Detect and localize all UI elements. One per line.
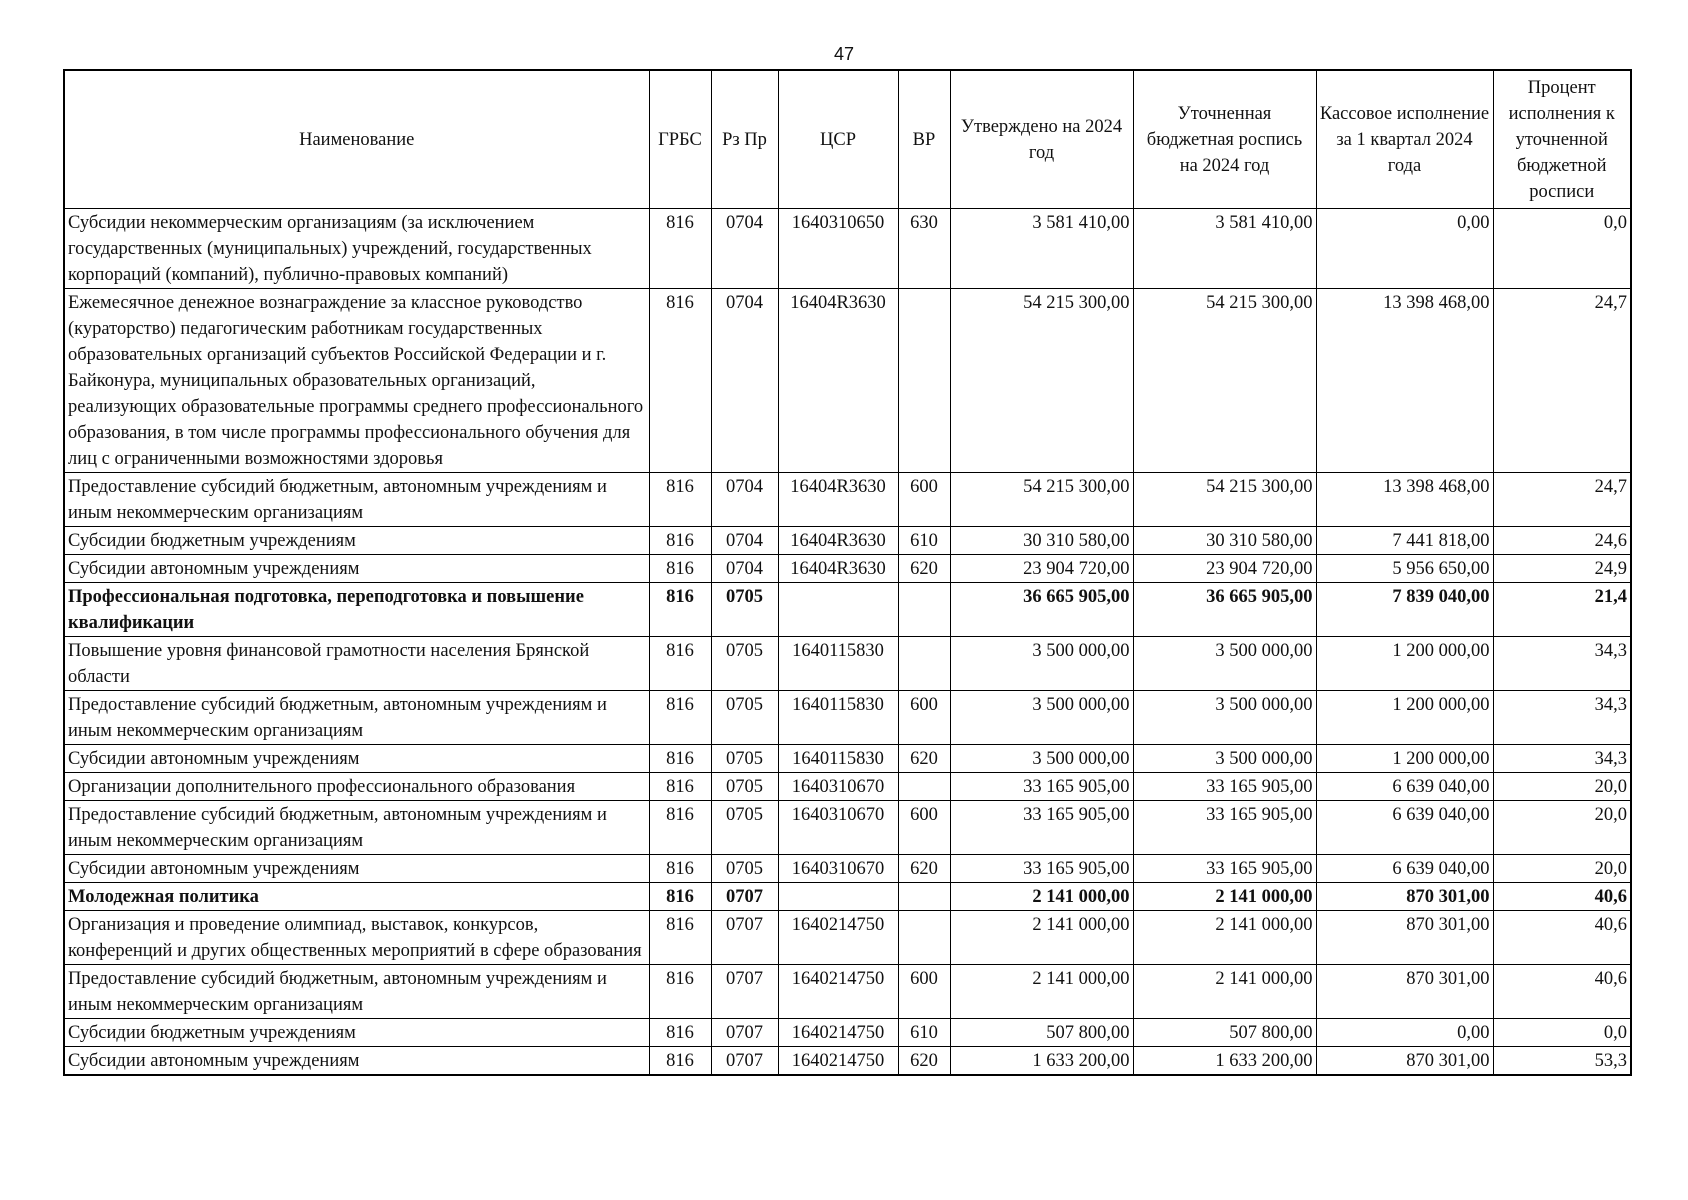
table-row — [64, 965, 1631, 1019]
cell-rzpr: 0705 — [711, 637, 778, 691]
cell-vr — [898, 583, 950, 637]
cell-csr — [778, 883, 898, 911]
cell-csr: 1640214750 — [778, 1019, 898, 1047]
cell-rzpr: 0704 — [711, 473, 778, 527]
cell-cash: 870 301,00 — [1316, 883, 1493, 911]
cell-vr — [898, 289, 950, 473]
table-body — [64, 209, 1631, 1076]
cell-percent: 34,3 — [1493, 745, 1631, 773]
cell-name: Молодежная политика — [64, 883, 649, 911]
table-row — [64, 209, 1631, 289]
cell-approved: 2 141 000,00 — [950, 883, 1133, 911]
table-row — [64, 527, 1631, 555]
cell-rzpr: 0705 — [711, 773, 778, 801]
cell-name: Субсидии бюджетным учреждениям — [64, 527, 649, 555]
cell-name: Субсидии автономным учреждениям — [64, 855, 649, 883]
cell-csr: 1640214750 — [778, 911, 898, 965]
cell-csr: 1640115830 — [778, 691, 898, 745]
cell-refined: 36 665 905,00 — [1133, 583, 1316, 637]
cell-rzpr: 0705 — [711, 583, 778, 637]
cell-name: Субсидии автономным учреждениям — [64, 1047, 649, 1076]
cell-refined: 54 215 300,00 — [1133, 289, 1316, 473]
cell-name: Повышение уровня финансовой грамотности населения Брянской области — [64, 637, 649, 691]
cell-csr: 1640310670 — [778, 773, 898, 801]
cell-name: Субсидии автономным учреждениям — [64, 555, 649, 583]
cell-vr: 600 — [898, 965, 950, 1019]
cell-percent: 24,7 — [1493, 473, 1631, 527]
cell-vr: 620 — [898, 745, 950, 773]
cell-refined: 33 165 905,00 — [1133, 855, 1316, 883]
cell-percent: 53,3 — [1493, 1047, 1631, 1076]
cell-refined: 507 800,00 — [1133, 1019, 1316, 1047]
cell-cash: 6 639 040,00 — [1316, 773, 1493, 801]
table-row — [64, 855, 1631, 883]
cell-csr: 1640214750 — [778, 1047, 898, 1076]
table-row — [64, 1047, 1631, 1076]
cell-refined: 2 141 000,00 — [1133, 883, 1316, 911]
page-number: 47 — [833, 44, 855, 64]
cell-approved: 3 500 000,00 — [950, 745, 1133, 773]
cell-vr: 610 — [898, 1019, 950, 1047]
cell-approved: 54 215 300,00 — [950, 289, 1133, 473]
table-row — [64, 801, 1631, 855]
cell-percent: 40,6 — [1493, 965, 1631, 1019]
cell-refined: 1 633 200,00 — [1133, 1047, 1316, 1076]
cell-rzpr: 0707 — [711, 965, 778, 1019]
cell-refined: 2 141 000,00 — [1133, 965, 1316, 1019]
cell-cash: 0,00 — [1316, 209, 1493, 289]
cell-vr: 600 — [898, 691, 950, 745]
cell-grbs: 816 — [649, 583, 711, 637]
cell-csr: 1640115830 — [778, 637, 898, 691]
header-vr: ВР — [898, 70, 950, 209]
cell-csr: 1640310670 — [778, 801, 898, 855]
cell-cash: 6 639 040,00 — [1316, 855, 1493, 883]
cell-rzpr: 0707 — [711, 883, 778, 911]
cell-grbs: 816 — [649, 855, 711, 883]
cell-grbs: 816 — [649, 801, 711, 855]
cell-vr — [898, 773, 950, 801]
cell-csr: 16404R3630 — [778, 555, 898, 583]
table-row — [64, 691, 1631, 745]
cell-refined: 2 141 000,00 — [1133, 911, 1316, 965]
table-row — [64, 289, 1631, 473]
cell-vr: 630 — [898, 209, 950, 289]
cell-grbs: 816 — [649, 883, 711, 911]
cell-approved: 54 215 300,00 — [950, 473, 1133, 527]
cell-percent: 24,7 — [1493, 289, 1631, 473]
cell-name: Предоставление субсидий бюджетным, автономным учреждениям и иным некоммерческим организациям — [64, 691, 649, 745]
cell-refined: 30 310 580,00 — [1133, 527, 1316, 555]
cell-grbs: 816 — [649, 209, 711, 289]
cell-refined: 3 581 410,00 — [1133, 209, 1316, 289]
cell-grbs: 816 — [649, 911, 711, 965]
cell-rzpr: 0704 — [711, 209, 778, 289]
cell-approved: 507 800,00 — [950, 1019, 1133, 1047]
cell-rzpr: 0705 — [711, 855, 778, 883]
header-name: Наименование — [64, 70, 649, 209]
cell-refined: 23 904 720,00 — [1133, 555, 1316, 583]
cell-vr: 620 — [898, 555, 950, 583]
cell-approved: 3 500 000,00 — [950, 691, 1133, 745]
header-cash: Кассовое исполнение за 1 квартал 2024 года — [1316, 70, 1493, 209]
cell-vr: 600 — [898, 473, 950, 527]
cell-percent: 0,0 — [1493, 209, 1631, 289]
cell-name: Ежемесячное денежное вознаграждение за классное руководство (кураторство) педагогическим работникам государственных образовательных организаций субъектов Российской Федерации и г. Байконура, муниципальных образовательных организаций, реализующих образовательные программы среднего профессионального образования, в том числе программы профессионального обучения для лиц с ограниченными возможностями здоровья — [64, 289, 649, 473]
cell-refined: 3 500 000,00 — [1133, 637, 1316, 691]
cell-percent: 20,0 — [1493, 855, 1631, 883]
cell-name: Субсидии некоммерческим организациям (за исключением государственных (муниципальных) учреждений, государственных корпораций (компаний), публично-правовых компаний) — [64, 209, 649, 289]
cell-name: Субсидии бюджетным учреждениям — [64, 1019, 649, 1047]
cell-cash: 7 441 818,00 — [1316, 527, 1493, 555]
cell-approved: 2 141 000,00 — [950, 911, 1133, 965]
cell-percent: 20,0 — [1493, 773, 1631, 801]
cell-csr: 1640115830 — [778, 745, 898, 773]
cell-csr: 1640310650 — [778, 209, 898, 289]
table-row — [64, 583, 1631, 637]
table-row — [64, 773, 1631, 801]
cell-name: Предоставление субсидий бюджетным, автономным учреждениям и иным некоммерческим организациям — [64, 965, 649, 1019]
cell-name: Предоставление субсидий бюджетным, автономным учреждениям и иным некоммерческим организациям — [64, 801, 649, 855]
cell-approved: 2 141 000,00 — [950, 965, 1133, 1019]
cell-rzpr: 0704 — [711, 555, 778, 583]
cell-name: Субсидии автономным учреждениям — [64, 745, 649, 773]
cell-rzpr: 0705 — [711, 801, 778, 855]
cell-vr: 610 — [898, 527, 950, 555]
cell-rzpr: 0704 — [711, 289, 778, 473]
cell-csr: 16404R3630 — [778, 289, 898, 473]
cell-grbs: 816 — [649, 1047, 711, 1076]
cell-cash: 7 839 040,00 — [1316, 583, 1493, 637]
cell-grbs: 816 — [649, 691, 711, 745]
cell-grbs: 816 — [649, 289, 711, 473]
cell-rzpr: 0705 — [711, 691, 778, 745]
cell-name: Предоставление субсидий бюджетным, автономным учреждениям и иным некоммерческим организациям — [64, 473, 649, 527]
cell-rzpr: 0707 — [711, 1019, 778, 1047]
cell-approved: 33 165 905,00 — [950, 773, 1133, 801]
cell-refined: 3 500 000,00 — [1133, 691, 1316, 745]
header-row — [64, 70, 1631, 209]
cell-cash: 6 639 040,00 — [1316, 801, 1493, 855]
cell-rzpr: 0707 — [711, 1047, 778, 1076]
cell-approved: 33 165 905,00 — [950, 855, 1133, 883]
cell-vr — [898, 637, 950, 691]
cell-rzpr: 0705 — [711, 745, 778, 773]
cell-name: Профессиональная подготовка, переподготовка и повышение квалификации — [64, 583, 649, 637]
cell-approved: 30 310 580,00 — [950, 527, 1133, 555]
cell-percent: 34,3 — [1493, 691, 1631, 745]
cell-percent: 20,0 — [1493, 801, 1631, 855]
cell-vr: 620 — [898, 1047, 950, 1076]
cell-grbs: 816 — [649, 1019, 711, 1047]
budget-table — [63, 69, 1632, 1076]
cell-csr: 16404R3630 — [778, 473, 898, 527]
cell-approved: 1 633 200,00 — [950, 1047, 1133, 1076]
table-row — [64, 555, 1631, 583]
cell-vr — [898, 883, 950, 911]
cell-csr: 16404R3630 — [778, 527, 898, 555]
cell-rzpr: 0704 — [711, 527, 778, 555]
cell-cash: 0,00 — [1316, 1019, 1493, 1047]
table-row — [64, 637, 1631, 691]
cell-vr: 620 — [898, 855, 950, 883]
table-row — [64, 911, 1631, 965]
cell-approved: 3 581 410,00 — [950, 209, 1133, 289]
header-grbs: ГРБС — [649, 70, 711, 209]
table-row — [64, 473, 1631, 527]
cell-grbs: 816 — [649, 555, 711, 583]
cell-refined: 33 165 905,00 — [1133, 801, 1316, 855]
header-percent: Процент исполнения к уточненной бюджетной росписи — [1493, 70, 1631, 209]
cell-cash: 870 301,00 — [1316, 911, 1493, 965]
cell-approved: 23 904 720,00 — [950, 555, 1133, 583]
cell-refined: 33 165 905,00 — [1133, 773, 1316, 801]
cell-cash: 870 301,00 — [1316, 1047, 1493, 1076]
cell-name: Организации дополнительного профессионального образования — [64, 773, 649, 801]
cell-grbs: 816 — [649, 473, 711, 527]
header-approved: Утверждено на 2024 год — [950, 70, 1133, 209]
cell-percent: 24,6 — [1493, 527, 1631, 555]
cell-percent: 34,3 — [1493, 637, 1631, 691]
cell-cash: 1 200 000,00 — [1316, 745, 1493, 773]
cell-percent: 40,6 — [1493, 911, 1631, 965]
cell-cash: 1 200 000,00 — [1316, 691, 1493, 745]
cell-name: Организация и проведение олимпиад, выставок, конкурсов, конференций и других общественных мероприятий в сфере образования — [64, 911, 649, 965]
cell-grbs: 816 — [649, 745, 711, 773]
cell-percent: 40,6 — [1493, 883, 1631, 911]
cell-cash: 5 956 650,00 — [1316, 555, 1493, 583]
header-rzpr: Рз Пр — [711, 70, 778, 209]
table-row — [64, 1019, 1631, 1047]
cell-percent: 0,0 — [1493, 1019, 1631, 1047]
cell-refined: 3 500 000,00 — [1133, 745, 1316, 773]
cell-vr — [898, 911, 950, 965]
cell-grbs: 816 — [649, 965, 711, 1019]
cell-percent: 21,4 — [1493, 583, 1631, 637]
cell-approved: 3 500 000,00 — [950, 637, 1133, 691]
cell-grbs: 816 — [649, 773, 711, 801]
header-refined: Уточненная бюджетная роспись на 2024 год — [1133, 70, 1316, 209]
cell-percent: 24,9 — [1493, 555, 1631, 583]
cell-cash: 13 398 468,00 — [1316, 289, 1493, 473]
table-row — [64, 883, 1631, 911]
cell-approved: 36 665 905,00 — [950, 583, 1133, 637]
cell-grbs: 816 — [649, 637, 711, 691]
cell-cash: 870 301,00 — [1316, 965, 1493, 1019]
cell-csr — [778, 583, 898, 637]
cell-grbs: 816 — [649, 527, 711, 555]
cell-csr: 1640310670 — [778, 855, 898, 883]
cell-rzpr: 0707 — [711, 911, 778, 965]
cell-refined: 54 215 300,00 — [1133, 473, 1316, 527]
cell-csr: 1640214750 — [778, 965, 898, 1019]
cell-cash: 13 398 468,00 — [1316, 473, 1493, 527]
cell-approved: 33 165 905,00 — [950, 801, 1133, 855]
cell-vr: 600 — [898, 801, 950, 855]
table-row — [64, 745, 1631, 773]
header-csr: ЦСР — [778, 70, 898, 209]
cell-cash: 1 200 000,00 — [1316, 637, 1493, 691]
